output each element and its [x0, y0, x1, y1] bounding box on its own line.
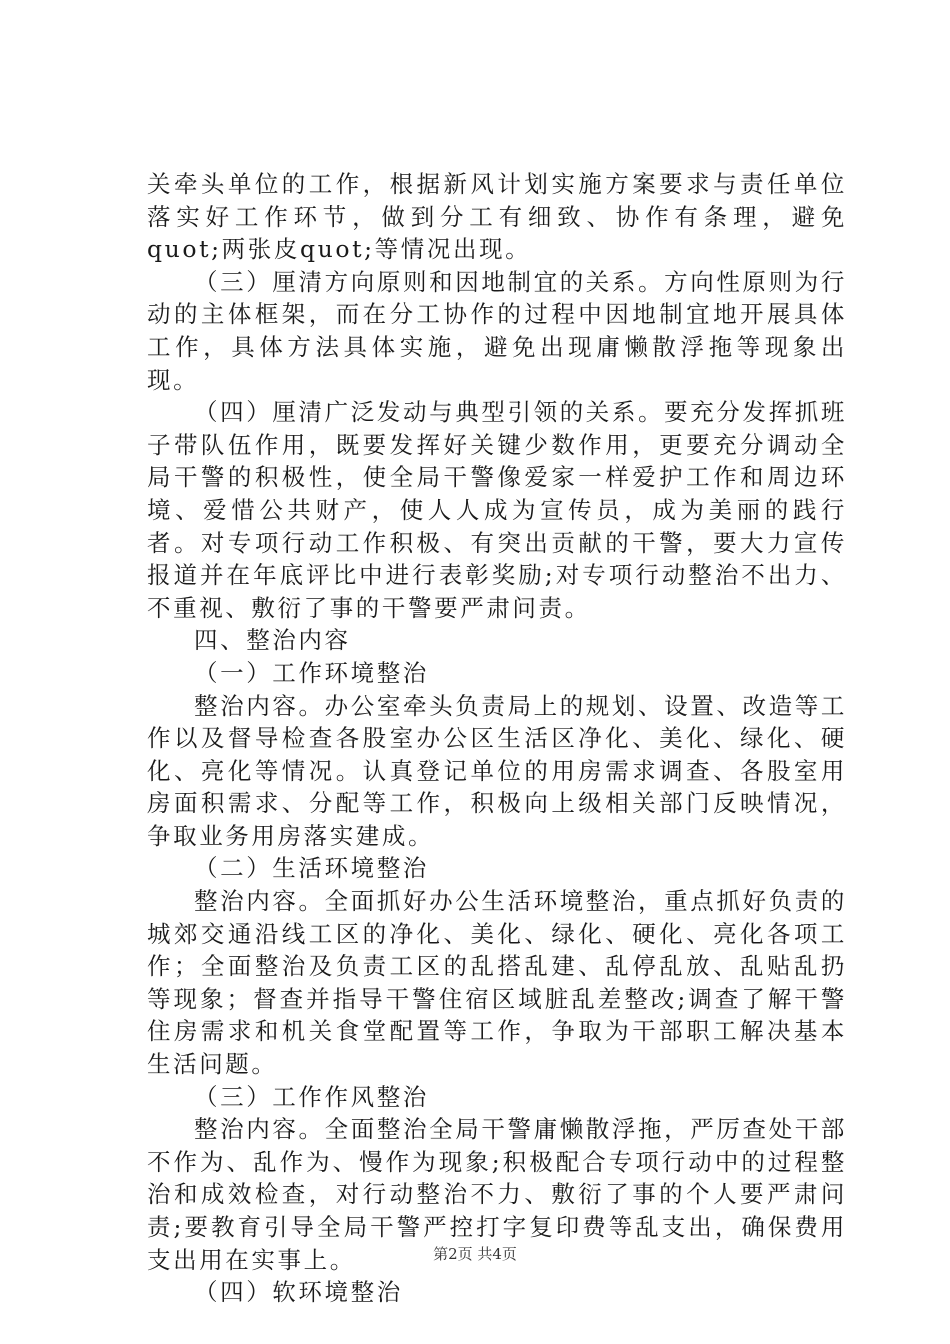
paragraph-continuation: 关牵头单位的工作，根据新风计划实施方案要求与责任单位落实好工作环节，做到分工有细致、协作有条理，避免quot;两张皮quot;等情况出现。	[147, 170, 847, 264]
paragraph-living-environment: 整治内容。全面抓好办公生活环境整治，重点抓好负责的城郊交通沿线工区的净化、美化、绿化、硬化、亮化各项工作；全面整治及负责工区的乱搭乱建、乱停乱放、乱贴乱扔等现象；督查并指导干警住宿区域脏乱差整改;调查了解干警住房需求和机关食堂配置等工作，争取为干部职工解决基本生活问题。	[147, 887, 847, 1079]
subheading-living-environment: （二）生活环境整治	[194, 854, 429, 883]
paragraph-item-3: （三）厘清方向原则和因地制宜的关系。方向性原则为行动的主体框架，而在分工协作的过程中因地制宜地开展具体工作，具体方法具体实施，避免出现庸懒散浮拖等现象出现。	[147, 267, 847, 394]
page-number: 第2页 共4页	[433, 1245, 517, 1263]
subheading-work-style: （三）工作作风整治	[194, 1082, 429, 1111]
section-heading: 四、整治内容	[194, 626, 351, 655]
document-body	[147, 168, 847, 1309]
paragraph-work-environment: 整治内容。办公室牵头负责局上的规划、设置、改造等工作以及督导检查各股室办公区生活区净化、美化、绿化、硬化、亮化等情况。认真登记单位的用房需求调查、各股室用房面积需求、分配等工作，积极向上级相关部门反映情况，争取业务用房落实建成。	[147, 691, 847, 850]
subheading-work-environment: （一）工作环境整治	[194, 658, 429, 687]
paragraph-item-4: （四）厘清广泛发动与典型引领的关系。要充分发挥抓班子带队伍作用，既要发挥好关键少数作用，更要充分调动全局干警的积极性，使全局干警像爱家一样爱护工作和周边环境、爱惜公共财产，使人人成为宣传员，成为美丽的践行者。对专项行动工作积极、有突出贡献的干警，要大力宣传报道并在年底评比中进行表彰奖励;对专项行动整治不出力、不重视、敷衍了事的干警要严肃问责。	[147, 398, 847, 622]
subheading-soft-environment: （四）软环境整治	[194, 1278, 403, 1307]
paragraph-work-style: 整治内容。全面整治全局干警庸懒散浮拖，严厉查处干部不作为、乱作为、慢作为现象;积极配合专项行动中的过程整治和成效检查，对行动整治不力、敷衍了事的个人要严肃问责;要教育引导全局干警严控打字复印费等乱支出，确保费用支出用在实事上。	[147, 1115, 847, 1274]
